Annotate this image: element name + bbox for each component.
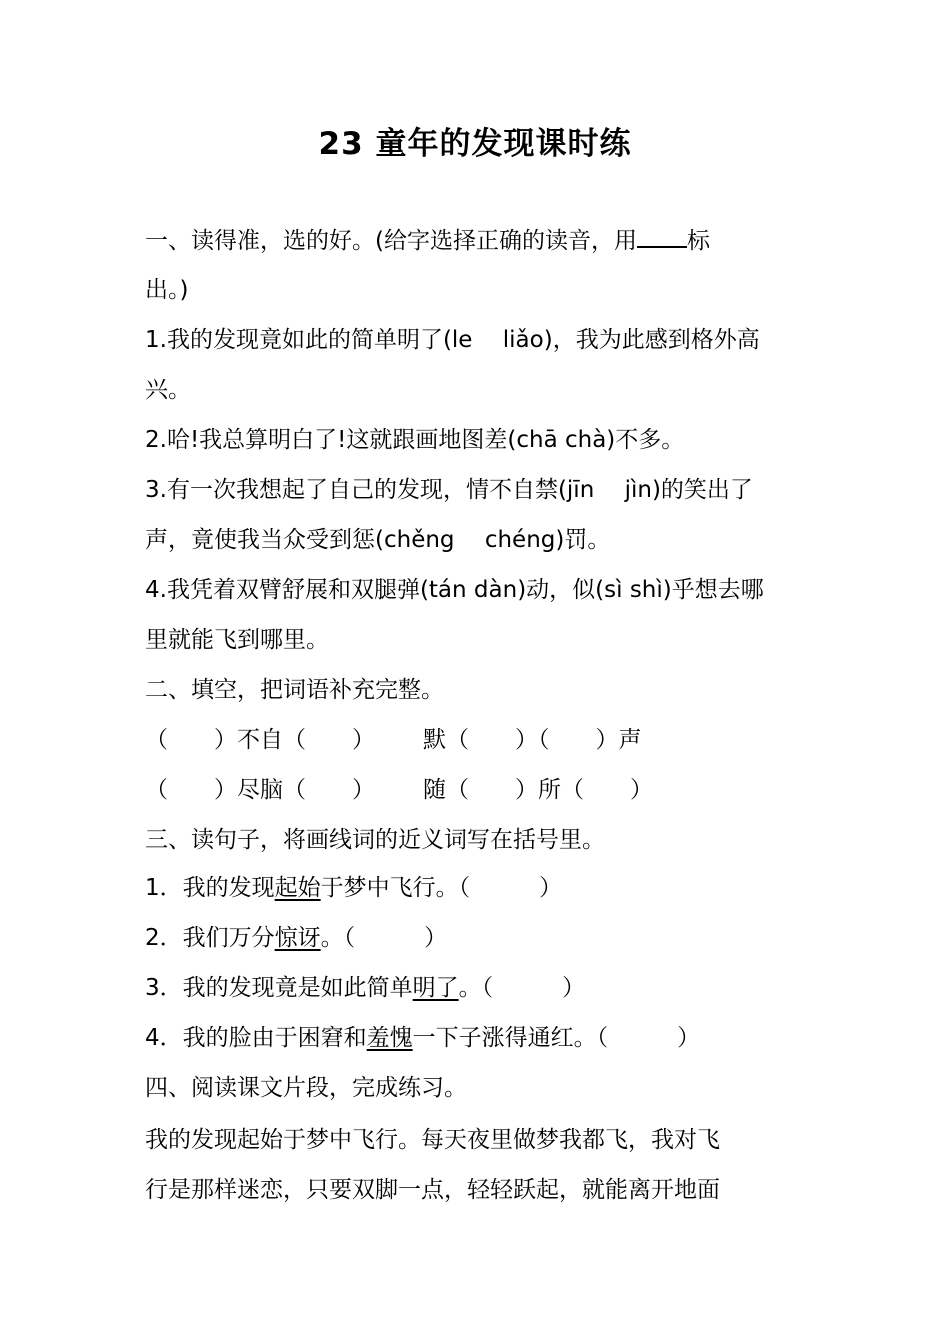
- underlined-word: 羞愧: [366, 1025, 413, 1051]
- fill-row-1: [145, 724, 810, 756]
- underlined-word: 惊讶: [274, 925, 321, 951]
- section1-heading-end: 标: [686, 228, 710, 254]
- synonym-item-1-answer: 于梦中飞行。（ ）: [320, 875, 563, 901]
- synonym-item-4-text: 4．我的脸由于困窘和: [145, 1025, 367, 1051]
- synonym-item-2-text: 2．我们万分: [145, 925, 275, 951]
- question-3-line-1: 3.有一次我想起了自己的发现，情不自禁(jīn jìn)的笑出了: [145, 477, 753, 503]
- question-1-line-2: 兴。: [145, 377, 191, 403]
- section3-heading: 三、读句子，将画线词的近义词写在括号里。: [145, 827, 605, 853]
- section1-heading: [145, 224, 810, 257]
- synonym-item-4: [145, 1022, 810, 1054]
- passage-line-1: 我的发现起始于梦中飞行。每天夜里做梦我都飞，我对飞: [145, 1127, 720, 1153]
- passage-line-2: 行是那样迷恋，只要双脚一点，轻轻跃起，就能离开地面: [145, 1177, 720, 1203]
- fill-item-3: （ ）尽脑（ ）: [145, 777, 375, 803]
- section4-heading: 四、阅读课文片段，完成练习。: [145, 1075, 467, 1101]
- synonym-item-3: [145, 972, 810, 1004]
- section1-heading-text: 一、读得准，选的好。(给字选择正确的读音，用: [145, 228, 637, 254]
- question-4-line-2: 里就能飞到哪里。: [145, 627, 329, 653]
- section2-heading: 二、填空，把词语补充完整。: [145, 677, 444, 703]
- synonym-item-1-text: 1．我的发现: [145, 875, 275, 901]
- section1-heading-cont: 出。): [145, 277, 189, 303]
- underlined-word: 起始: [274, 875, 321, 901]
- underline-blank-sample: [637, 224, 687, 248]
- synonym-item-2: [145, 922, 810, 954]
- synonym-item-2-answer: 。（ ）: [320, 925, 448, 951]
- question-2: 2.哈!我总算明白了!这就跟画地图差(chā chà)不多。: [145, 427, 685, 453]
- fill-row-2: [145, 774, 810, 806]
- synonym-item-3-text: 3．我的发现竟是如此简单: [145, 975, 413, 1001]
- synonym-item-1: [145, 872, 810, 904]
- synonym-item-3-answer: 。（ ）: [458, 975, 586, 1001]
- question-4-line-1: 4.我凭着双臂舒展和双腿弹(tán dàn)动，似(sì shì)乎想去哪: [145, 577, 764, 603]
- fill-item-4: 随（ ）所（ ）: [423, 777, 653, 803]
- question-1-line-1: 1.我的发现竟如此的简单明了(le liǎo)，我为此感到格外高: [145, 327, 760, 353]
- question-3-line-2: 声，竟使我当众受到惩(chěng chéng)罚。: [145, 527, 611, 553]
- synonym-item-4-answer: 一下子涨得通红。（ ）: [412, 1025, 701, 1051]
- page-title: 23 童年的发现课时练: [318, 126, 632, 162]
- underlined-word: 明了: [412, 975, 459, 1001]
- fill-item-2: 默（ ）（ ）声: [423, 727, 642, 753]
- fill-item-1: （ ）不自（ ）: [145, 727, 375, 753]
